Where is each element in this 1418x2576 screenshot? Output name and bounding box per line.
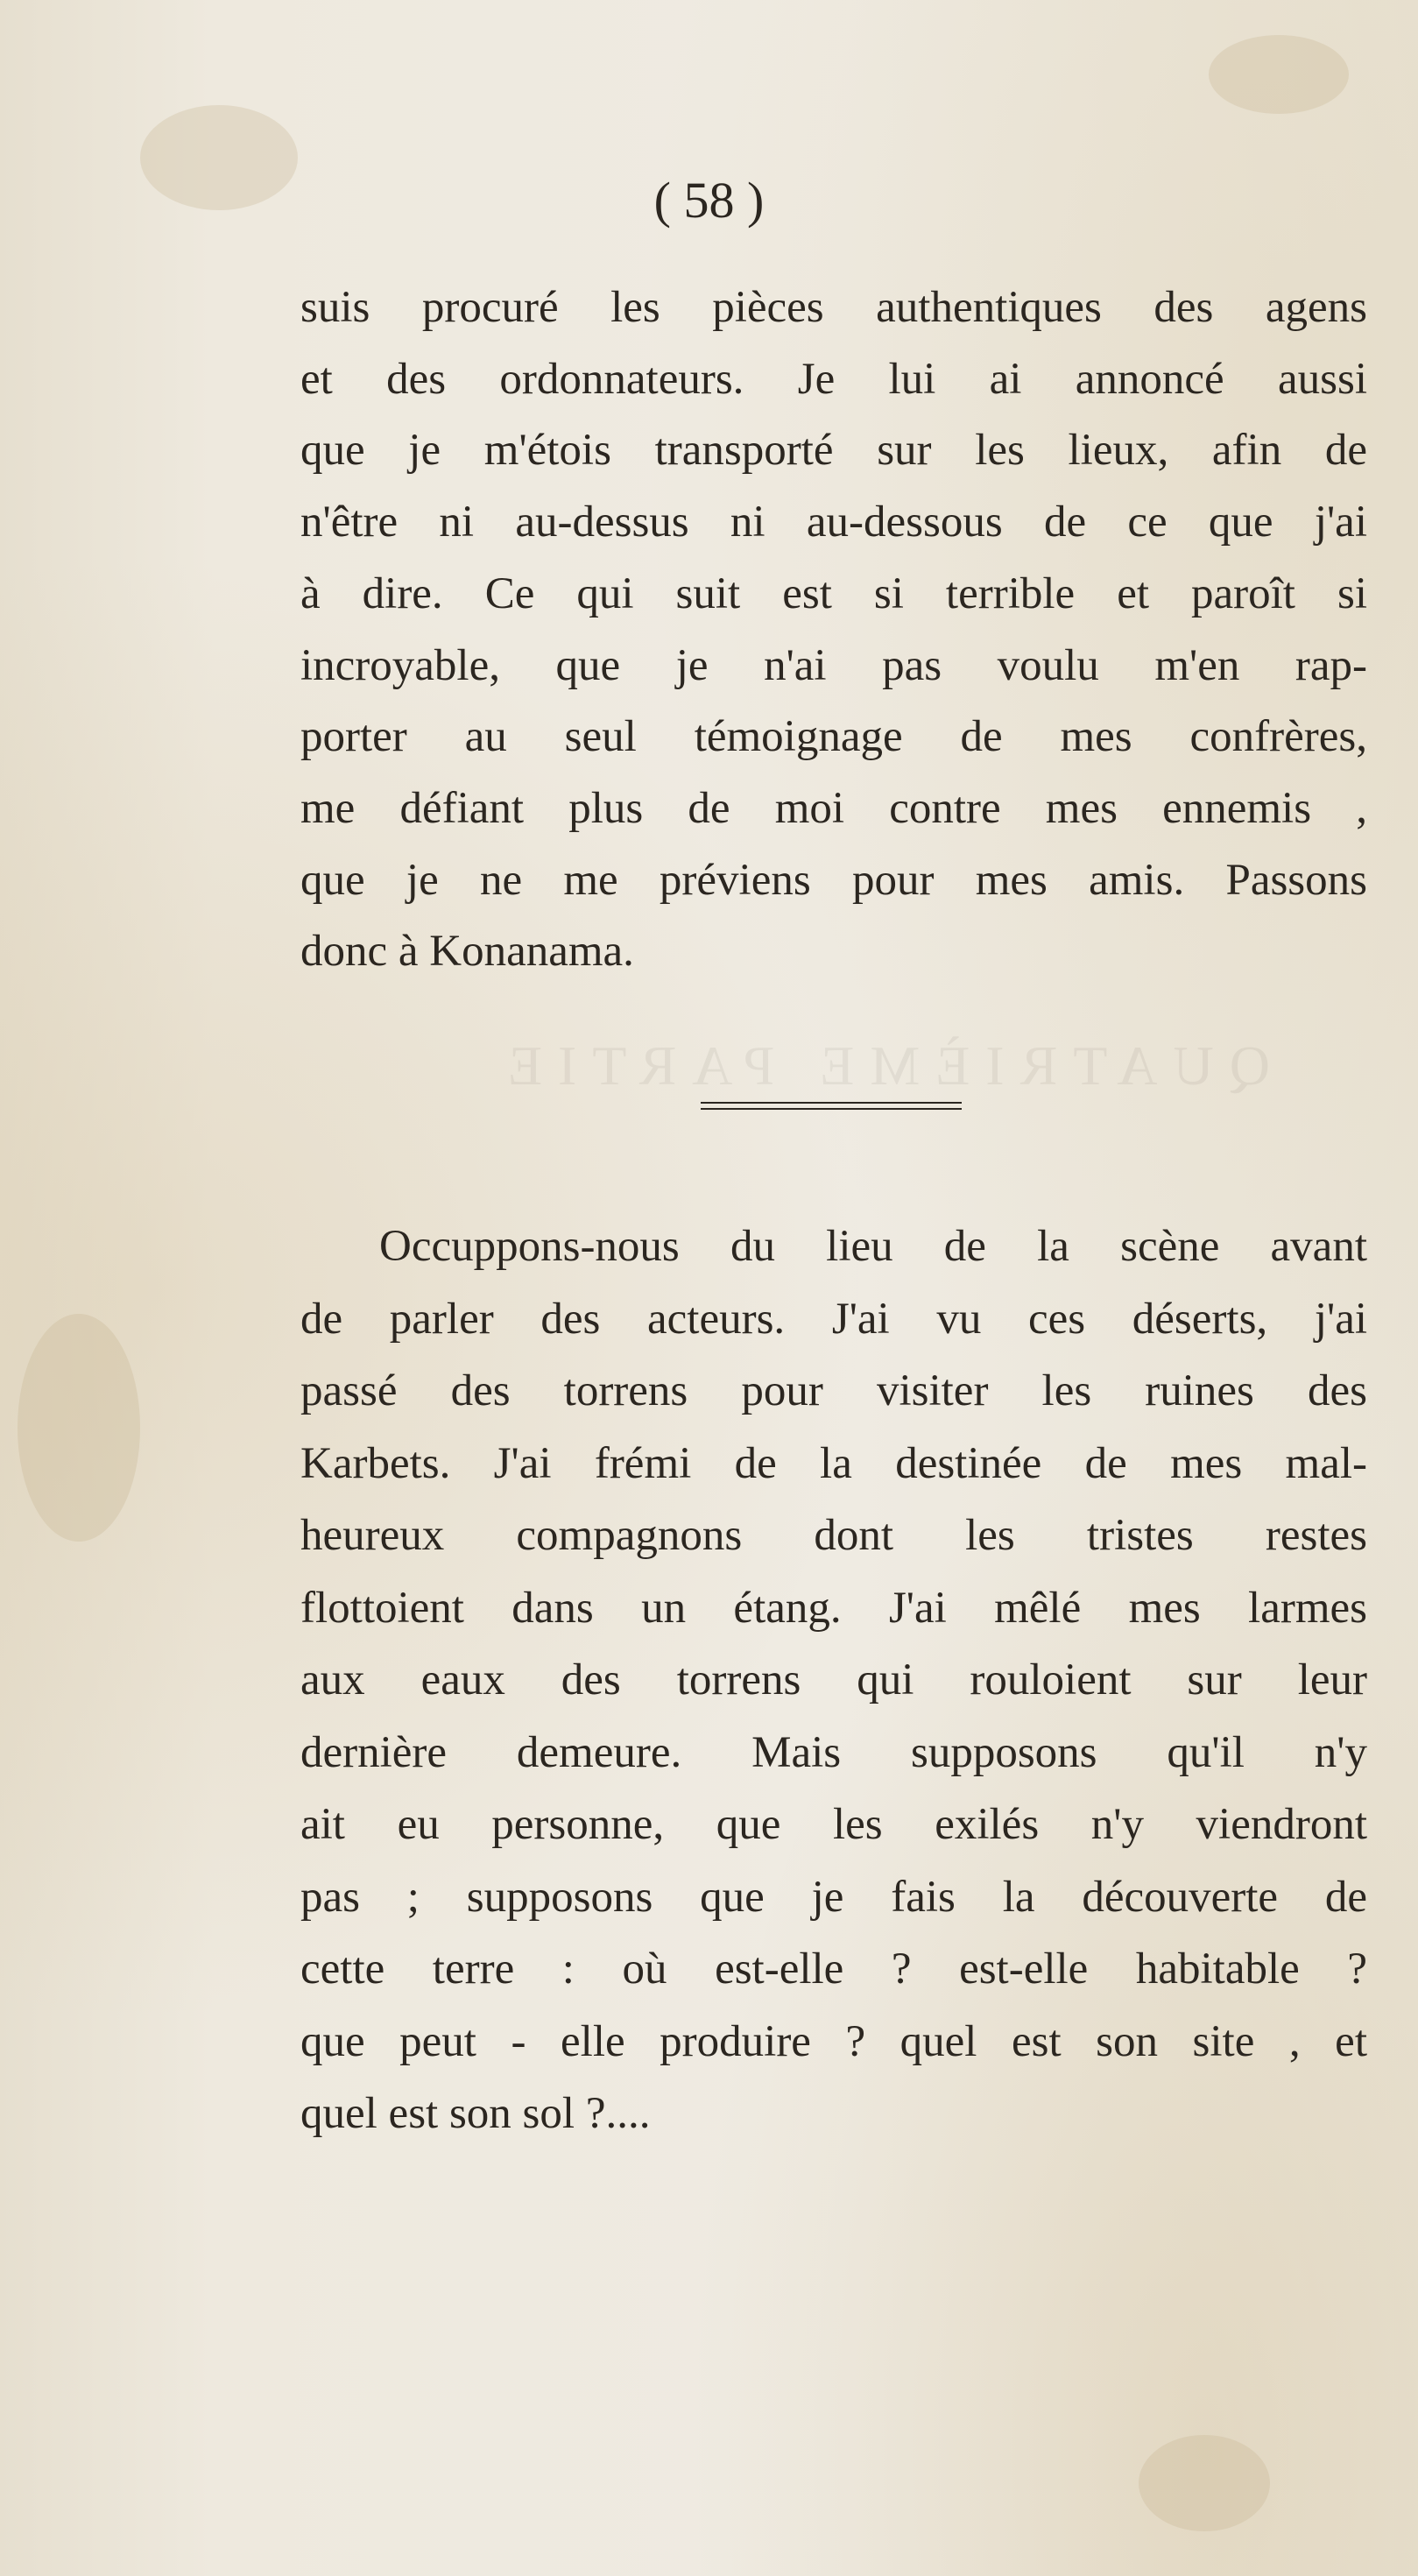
text-line: incroyable, que je n'ai pas voulu m'en rap- (300, 640, 1367, 690)
section-divider (701, 1102, 962, 1110)
text-line: quel est son sol ?.... (300, 2089, 651, 2138)
text-line: aux eaux des torrens qui rouloient sur leur (300, 1655, 1367, 1704)
text-line: dernière demeure. Mais supposons qu'il n'y (300, 1727, 1367, 1777)
text-line: me défiant plus de moi contre mes ennemis , (300, 783, 1367, 833)
text-line: suis procuré les pièces authentiques des agens (300, 283, 1367, 332)
text-line: heureux compagnons dont les tristes restes (300, 1511, 1367, 1560)
text-line: et des ordonnateurs. Je lui ai annoncé aussi (300, 354, 1367, 404)
text-line: porter au seul témoignage de mes confrères, (300, 712, 1367, 762)
foxing-stain (18, 1314, 140, 1542)
text-line: à dire. Ce qui suit est si terrible et paroît si (300, 568, 1367, 618)
text-line: que peut - elle produire ? quel est son site , et (300, 2016, 1367, 2066)
text-line: Karbets. J'ai frémi de la destinée de mes mal- (300, 1438, 1367, 1488)
text-line: Occuppons-nous du lieu de la scène avant (379, 1222, 1367, 1271)
paragraph-2 (300, 1210, 1367, 2150)
text-line: que je ne me préviens pour mes amis. Passons (300, 855, 1367, 905)
text-line: pas ; supposons que je fais la découverte de (300, 1872, 1367, 1922)
text-line: cette terre : où est-elle ? est-elle habitable ? (300, 1944, 1367, 1994)
page-number: ( 58 ) (653, 172, 765, 229)
text-line: donc à Konanama. (300, 927, 634, 977)
paragraph-1 (300, 272, 1367, 988)
text-line: passé des torrens pour visiter les ruines des (300, 1366, 1367, 1415)
show-through-text: QUATRIÈME PARTIE (491, 1034, 1270, 1097)
text-line: ait eu personne, que les exilés n'y viendront (300, 1800, 1367, 1849)
foxing-stain (1139, 2435, 1270, 2531)
text-line: que je m'étois transporté sur les lieux, afin de (300, 426, 1367, 476)
text-line: de parler des acteurs. J'ai vu ces déserts, j'ai (300, 1294, 1367, 1344)
text-line: flottoient dans un étang. J'ai mêlé mes larmes (300, 1583, 1367, 1633)
text-line: n'être ni au-dessus ni au-dessous de ce que j'ai (300, 498, 1367, 547)
foxing-stain (1209, 35, 1349, 114)
